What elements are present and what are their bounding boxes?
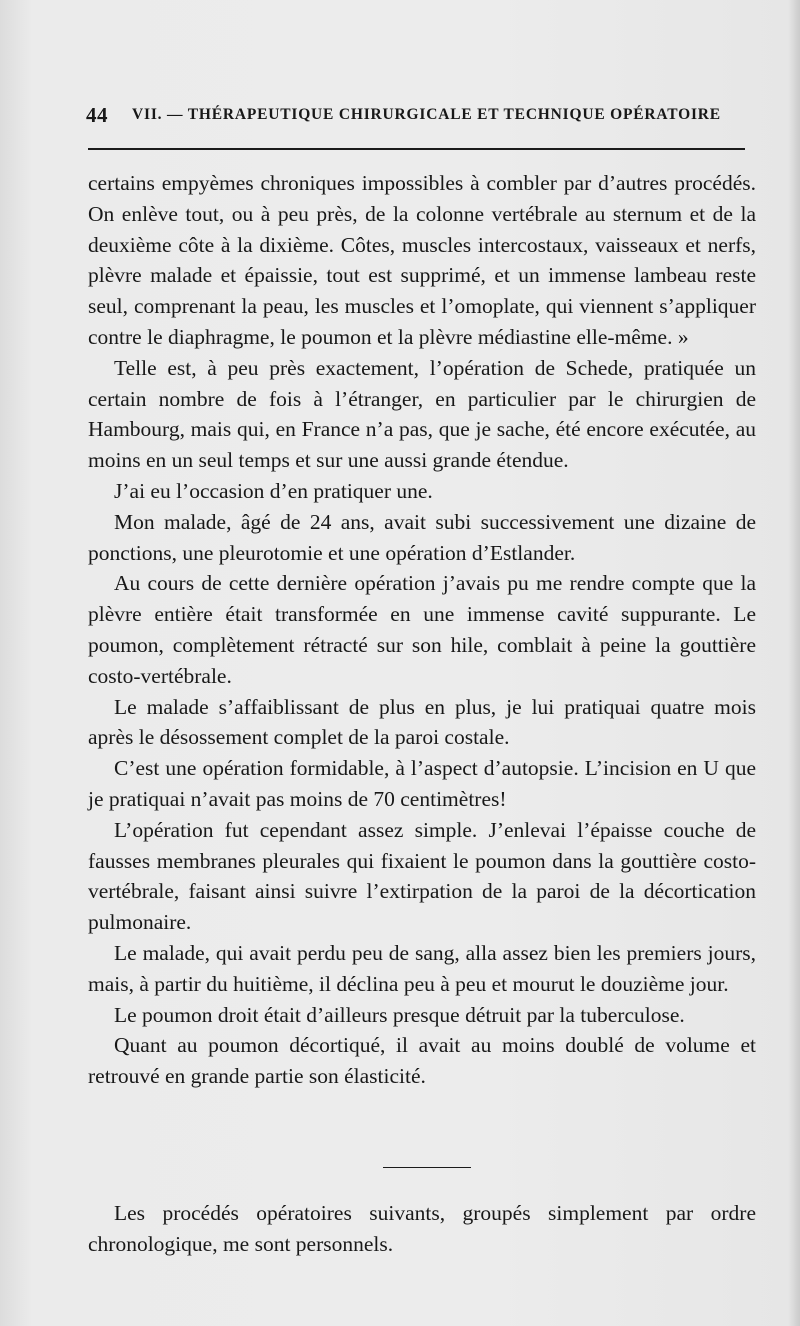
paragraph: Le poumon droit était d’ailleurs presque détruit par la tuberculose. bbox=[114, 1002, 685, 1027]
paragraph: Le malade s’affaiblissant de plus en plus, je lui pratiquai quatre mois après le désossement complet de la paroi costale. bbox=[88, 694, 756, 750]
paragraph: Mon malade, âgé de 24 ans, avait subi successivement une dizaine de ponctions, une pleurotomie et une opération d’Estlander. bbox=[88, 509, 756, 565]
header-rule bbox=[88, 148, 745, 150]
paragraph: J’ai eu l’occasion d’en pratiquer une. bbox=[114, 478, 433, 503]
closing-paragraph: Les procédés opératoires suivants, groupés simplement par ordre chronologique, me sont personnels. bbox=[88, 1201, 756, 1256]
closing-text bbox=[88, 1198, 756, 1260]
paragraph-continued: certains empyèmes chroniques impossibles à combler par d’autres procédés. On enlève tout, ou à peu près, de la colonne vertébrale au sternum et de la deuxième côte à la dixième. Côtes, muscles intercostaux, vaisseaux et nerfs, plèvre malade et épaissie, tout est supprimé, et un immense lambeau reste seul, comprenant la peau, les muscles et l’omoplate, qui viennent s’appliquer contre le diaphragme, le poumon et la plèvre médiastine elle-même. » bbox=[88, 171, 756, 349]
page-edge-shadow bbox=[788, 0, 800, 1326]
paragraph: Le malade, qui avait perdu peu de sang, alla assez bien les premiers jours, mais, à partir du huitième, il déclina peu à peu et mourut le douzième jour. bbox=[88, 940, 756, 996]
paragraph: Quant au poumon décortiqué, il avait au moins doublé de volume et retrouvé en grande partie son élasticité. bbox=[88, 1033, 756, 1089]
body-text bbox=[88, 168, 756, 1092]
paragraph: L’opération fut cependant assez simple. J’enlevai l’épaisse couche de fausses membranes pleurales qui fixaient le poumon dans la gouttière costo-vertébrale, faisant ainsi suivre l’extirpation de la paroi de la décortication pulmonaire. bbox=[88, 817, 756, 935]
paragraph: Telle est, à peu près exactement, l’opération de Schede, pratiquée un certain nombre de fois à l’étranger, en particulier par le chirurgien de Hambourg, mais qui, en France n’a pas, que je sache, été encore exécutée, au moins en un seul temps et sur une aussi grande étendue. bbox=[88, 355, 756, 473]
page-number: 44 bbox=[86, 103, 108, 127]
page-header bbox=[86, 103, 746, 129]
paragraph: Au cours de cette dernière opération j’avais pu me rendre compte que la plèvre entière était transformée en une immense cavité suppurante. Le poumon, complètement rétracté sur son hile, comblait à peine la gouttière costo-vertébrale. bbox=[88, 571, 756, 688]
paragraph: C’est une opération formidable, à l’aspect d’autopsie. L’incision en U que je pratiquai n’avait pas moins de 70 centimètres! bbox=[88, 756, 756, 811]
section-divider bbox=[383, 1167, 471, 1168]
running-head: VII. — THÉRAPEUTIQUE CHIRURGICALE ET TECHNIQUE OPÉRATOIRE bbox=[132, 106, 721, 123]
